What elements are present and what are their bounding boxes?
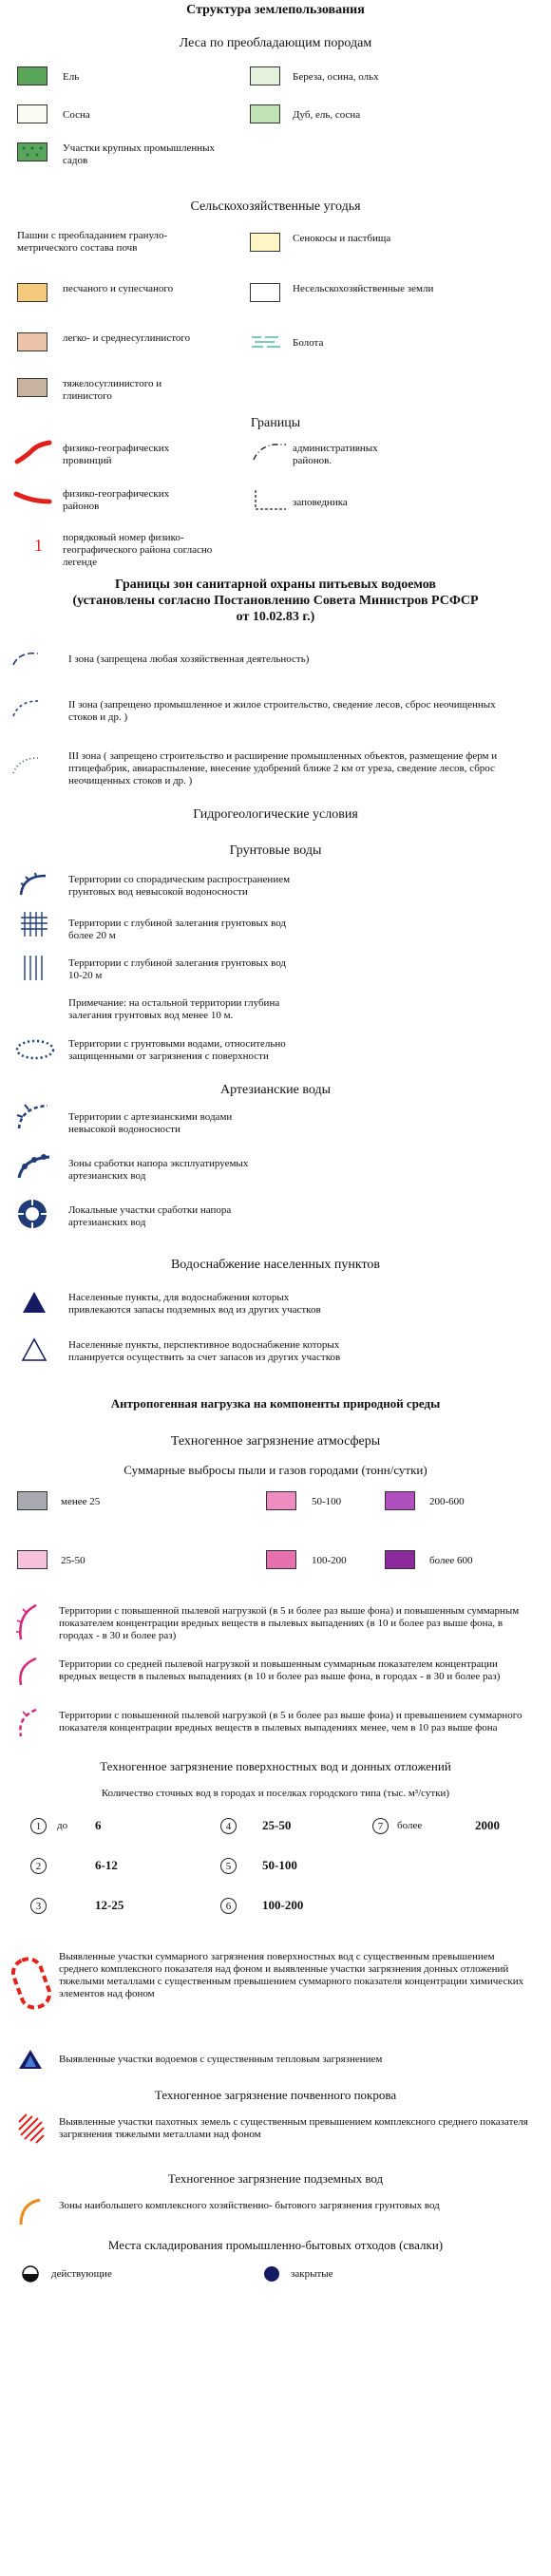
legend-label: менее 25 xyxy=(61,1496,101,1507)
local-drawdown-icon xyxy=(15,1197,49,1231)
sporadic-water-icon xyxy=(17,872,55,899)
sewage-value: 50-100 xyxy=(262,1858,297,1872)
legend-label: Выявленные участки суммарного загрязнения поверхностных вод с существенным превышением среднего комплексного показателя над фоном и выявленные участки загрязнения донных отложений тяжелыми металлами с существенным превышением суммарного показателя концентрации химических элементов над фоном xyxy=(59,1951,524,1999)
sewage-number-icon: 1 xyxy=(30,1818,47,1834)
sewage-number-icon: 6 xyxy=(220,1898,237,1914)
sanitary-heading: Границы зон санитарной охраны питьевых водоемов xyxy=(114,578,436,592)
artesian-low-icon xyxy=(15,1102,53,1130)
forests-heading: Леса по преобладающим породам xyxy=(179,36,372,50)
emission-swatch xyxy=(17,1491,48,1510)
loam-swatch xyxy=(17,332,48,351)
artesian-heading: Артезианские воды xyxy=(219,1083,332,1097)
legend-label: физико-географических провинций xyxy=(63,443,170,466)
soil-pollution-icon xyxy=(15,2112,48,2149)
legend-label: Выявленные участки пахотных земель с существенным превышением комплексного среднего показателя загрязнения тяжелыми металлами над фоном xyxy=(59,2116,528,2140)
sewage-prefix: более xyxy=(397,1820,423,1831)
sewage-value: 100-200 xyxy=(262,1898,304,1912)
district-border-icon xyxy=(13,488,53,511)
sewage-number-icon: 7 xyxy=(372,1818,389,1834)
nonagri-swatch xyxy=(250,283,280,302)
legend-label: тяжелосуглинистого и глинистого xyxy=(63,378,162,402)
dust-low-icon xyxy=(13,1706,42,1740)
dumps-heading: Места складирования промышленно-бытовых отходов (свалки) xyxy=(107,2238,444,2252)
legend-label: более 600 xyxy=(429,1555,473,1566)
sewage-number-icon: 3 xyxy=(30,1898,47,1914)
birch-swatch xyxy=(250,66,280,85)
sewage-value: 2000 xyxy=(475,1818,500,1832)
dust-medium-icon xyxy=(13,1655,42,1689)
reserve-border-icon xyxy=(250,486,290,515)
sewage-value: 6-12 xyxy=(95,1858,118,1872)
sewage-number-icon: 4 xyxy=(220,1818,237,1834)
soil-heading: Техногенное загрязнение почвенного покрова xyxy=(154,2088,397,2102)
sewage-value: 25-50 xyxy=(262,1818,292,1832)
sewage-number-icon: 2 xyxy=(30,1858,47,1874)
legend-label: порядковый номер физико-географического района согласно легенде xyxy=(63,532,213,568)
legend-label: Территории с артезианскими водами невысокой водоносности xyxy=(68,1111,233,1135)
legend-label: Территории с повышенной пылевой нагрузкой (в 5 и более раз выше фона) и превышением суммарного показателя концентрации вредных веществ в пылевых выпадениях менее, чем в 10 раз выше фона xyxy=(59,1710,522,1733)
supply-heading: Водоснабжение населенных пунктов xyxy=(170,1258,381,1272)
closed-dump-icon xyxy=(262,2264,281,2283)
legend-label: Зоны наибольшего комплексного хозяйственно- бытового загрязнения грунтовых вод xyxy=(59,2200,440,2211)
legend-label: I зона (запрещена любая хозяйственная деятельность) xyxy=(68,653,310,665)
legend-label: песчаного и супесчаного xyxy=(63,283,174,294)
province-border-icon xyxy=(13,439,53,465)
legend-label: заповедника xyxy=(293,497,348,508)
hydro-heading: Гидрогеологические условия xyxy=(193,807,358,822)
legend-label: Территории с повышенной пылевой нагрузкой (в 5 и более раз выше фона) и повышенным суммарным показателем концентрации вредных веществ в пылевых выпадениях (в 10 и более раз выше фона, в городах - в 30 и более раз) xyxy=(59,1605,520,1641)
legend-label: Населенные пункты, перспективное водоснабжение которых планируется осуществить за счет запасов из других участков xyxy=(68,1339,341,1363)
groundwater-note: Примечание: на остальной территории глубина залегания грунтовых вод менее 10 м. xyxy=(68,997,280,1021)
admin-border-icon xyxy=(250,441,290,464)
sewage-heading: Количество сточных вод в городах и поселках городского типа (тыс. м³/сутки) xyxy=(101,1788,450,1799)
active-dump-icon xyxy=(21,2264,40,2283)
legend-label: закрытые xyxy=(291,2268,333,2280)
legend-label: Сенокосы и пастбища xyxy=(293,233,391,244)
emission-swatch xyxy=(266,1491,296,1510)
sanitary-date: от 10.02.83 г.) xyxy=(236,610,315,624)
dust-high-icon xyxy=(13,1601,42,1643)
emissions-heading: Суммарные выбросы пыли и газов городами (тонн/сутки) xyxy=(124,1463,428,1477)
swamp-icon xyxy=(250,334,282,351)
sandy-swatch xyxy=(17,283,48,302)
legend-label: физико-географических районов xyxy=(63,488,170,512)
emission-swatch xyxy=(17,1550,48,1569)
clay-swatch xyxy=(17,378,48,397)
borders-heading: Границы xyxy=(250,416,301,430)
sanitary-subheading: (установлены согласно Постановлению Совета Министров РСФСР xyxy=(72,594,479,608)
groundwater-heading: Грунтовые воды xyxy=(229,843,322,858)
legend-label: действующие xyxy=(51,2268,112,2280)
emission-swatch xyxy=(266,1550,296,1569)
legend-label: легко- и среднесуглинистого xyxy=(63,332,191,344)
supply-triangle-filled-icon xyxy=(21,1290,48,1315)
page-title: Структура землепользования xyxy=(186,3,365,17)
sewage-value: 12-25 xyxy=(95,1898,124,1912)
legend-label: Населенные пункты, для водоснабжения которых привлекаются запасы подземных вод из других участков xyxy=(68,1292,321,1316)
legend-label: Ель xyxy=(63,71,80,83)
legend-label: Болота xyxy=(293,337,324,349)
legend-label: Территории с глубиной залегания грунтовых вод 10-20 м xyxy=(68,957,287,981)
drawdown-zone-icon xyxy=(15,1153,53,1182)
hayfield-swatch xyxy=(250,233,280,252)
legend-label: Выявленные участки водоемов с существенным тепловым загрязнением xyxy=(59,2054,383,2065)
pine-swatch xyxy=(17,104,48,123)
oak-swatch xyxy=(250,104,280,123)
legend-label: III зона ( запрещено строительство и расширение промышленных объектов, размещение ферм и птицефабрик, авиараспыление, внесение удобрений ближе 2 км от уреза, сведение лесов, сброс неочищенных стоков и др. ) xyxy=(68,750,498,786)
legend-label: 50-100 xyxy=(312,1496,342,1507)
legend-label: II зона (запрещено промышленное и жилое строительство, сведение лесов, сброс неочищенных стоков и др. ) xyxy=(68,699,496,723)
legend-label: 200-600 xyxy=(429,1496,465,1507)
legend-label: Дуб, ель, сосна xyxy=(293,109,361,121)
anthro-heading: Антропогенная нагрузка на компоненты природной среды xyxy=(110,1396,441,1411)
sewage-prefix: до xyxy=(57,1820,68,1831)
legend-label: Несельскохозяйственные земли xyxy=(293,283,434,294)
orchard-swatch xyxy=(17,142,48,161)
zone1-icon xyxy=(10,648,44,669)
mid-water-icon xyxy=(19,954,51,982)
legend-label: Локальные участки сработки напора артезианских вод xyxy=(68,1204,232,1228)
district-number-icon: 1 xyxy=(34,536,43,555)
legend-label: Участки крупных промышленных садов xyxy=(63,142,216,166)
emission-swatch xyxy=(385,1491,415,1510)
underground-heading: Техногенное загрязнение подземных вод xyxy=(167,2171,384,2186)
legend-label: Пашни с преобладанием грануло-метрического состава почв xyxy=(17,230,168,254)
deep-water-icon xyxy=(19,910,51,938)
legend-label: Сосна xyxy=(63,109,90,121)
legend-label: Территории со средней пылевой нагрузкой и повышенным суммарным показателем концентрации вредных веществ в пылевых выпадениях (в 10 и более раз выше фона, в городах - в 30 и более раз) xyxy=(59,1658,501,1682)
legend-label: Территории с глубиной залегания грунтовых вод более 20 м xyxy=(68,918,287,941)
legend-label: Береза, осина, ольх xyxy=(293,71,379,83)
emission-swatch xyxy=(385,1550,415,1569)
legend-label: Территории с грунтовыми водами, относительно защищенными от загрязнения с поверхности xyxy=(68,1038,286,1062)
sewage-value: 6 xyxy=(95,1818,102,1832)
zone3-icon xyxy=(10,752,44,777)
legend-label: административных районов. xyxy=(293,443,378,466)
sewage-number-icon: 5 xyxy=(220,1858,237,1874)
agri-heading: Сельскохозяйственные угодья xyxy=(190,199,361,214)
legend-label: 25-50 xyxy=(61,1555,86,1566)
groundwater-pollution-icon xyxy=(15,2196,44,2228)
legend-label: Зоны сработки напора эксплуатируемых артезианских вод xyxy=(68,1158,249,1182)
surface-pollution-icon xyxy=(11,1955,55,2014)
legend-label: Территории со спорадическим распространением грунтовых вод невысокой водоносности xyxy=(68,874,291,898)
thermal-pollution-icon xyxy=(17,2048,44,2071)
supply-triangle-outline-icon xyxy=(21,1337,48,1362)
spruce-swatch xyxy=(17,66,48,85)
legend-label: 100-200 xyxy=(312,1555,347,1566)
surface-heading: Техногенное загрязнение поверхностных вод и донных отложений xyxy=(100,1759,451,1773)
zone2-icon xyxy=(10,695,44,720)
protected-water-icon xyxy=(13,1037,57,1062)
atmosphere-heading: Техногенное загрязнение атмосферы xyxy=(170,1434,381,1449)
